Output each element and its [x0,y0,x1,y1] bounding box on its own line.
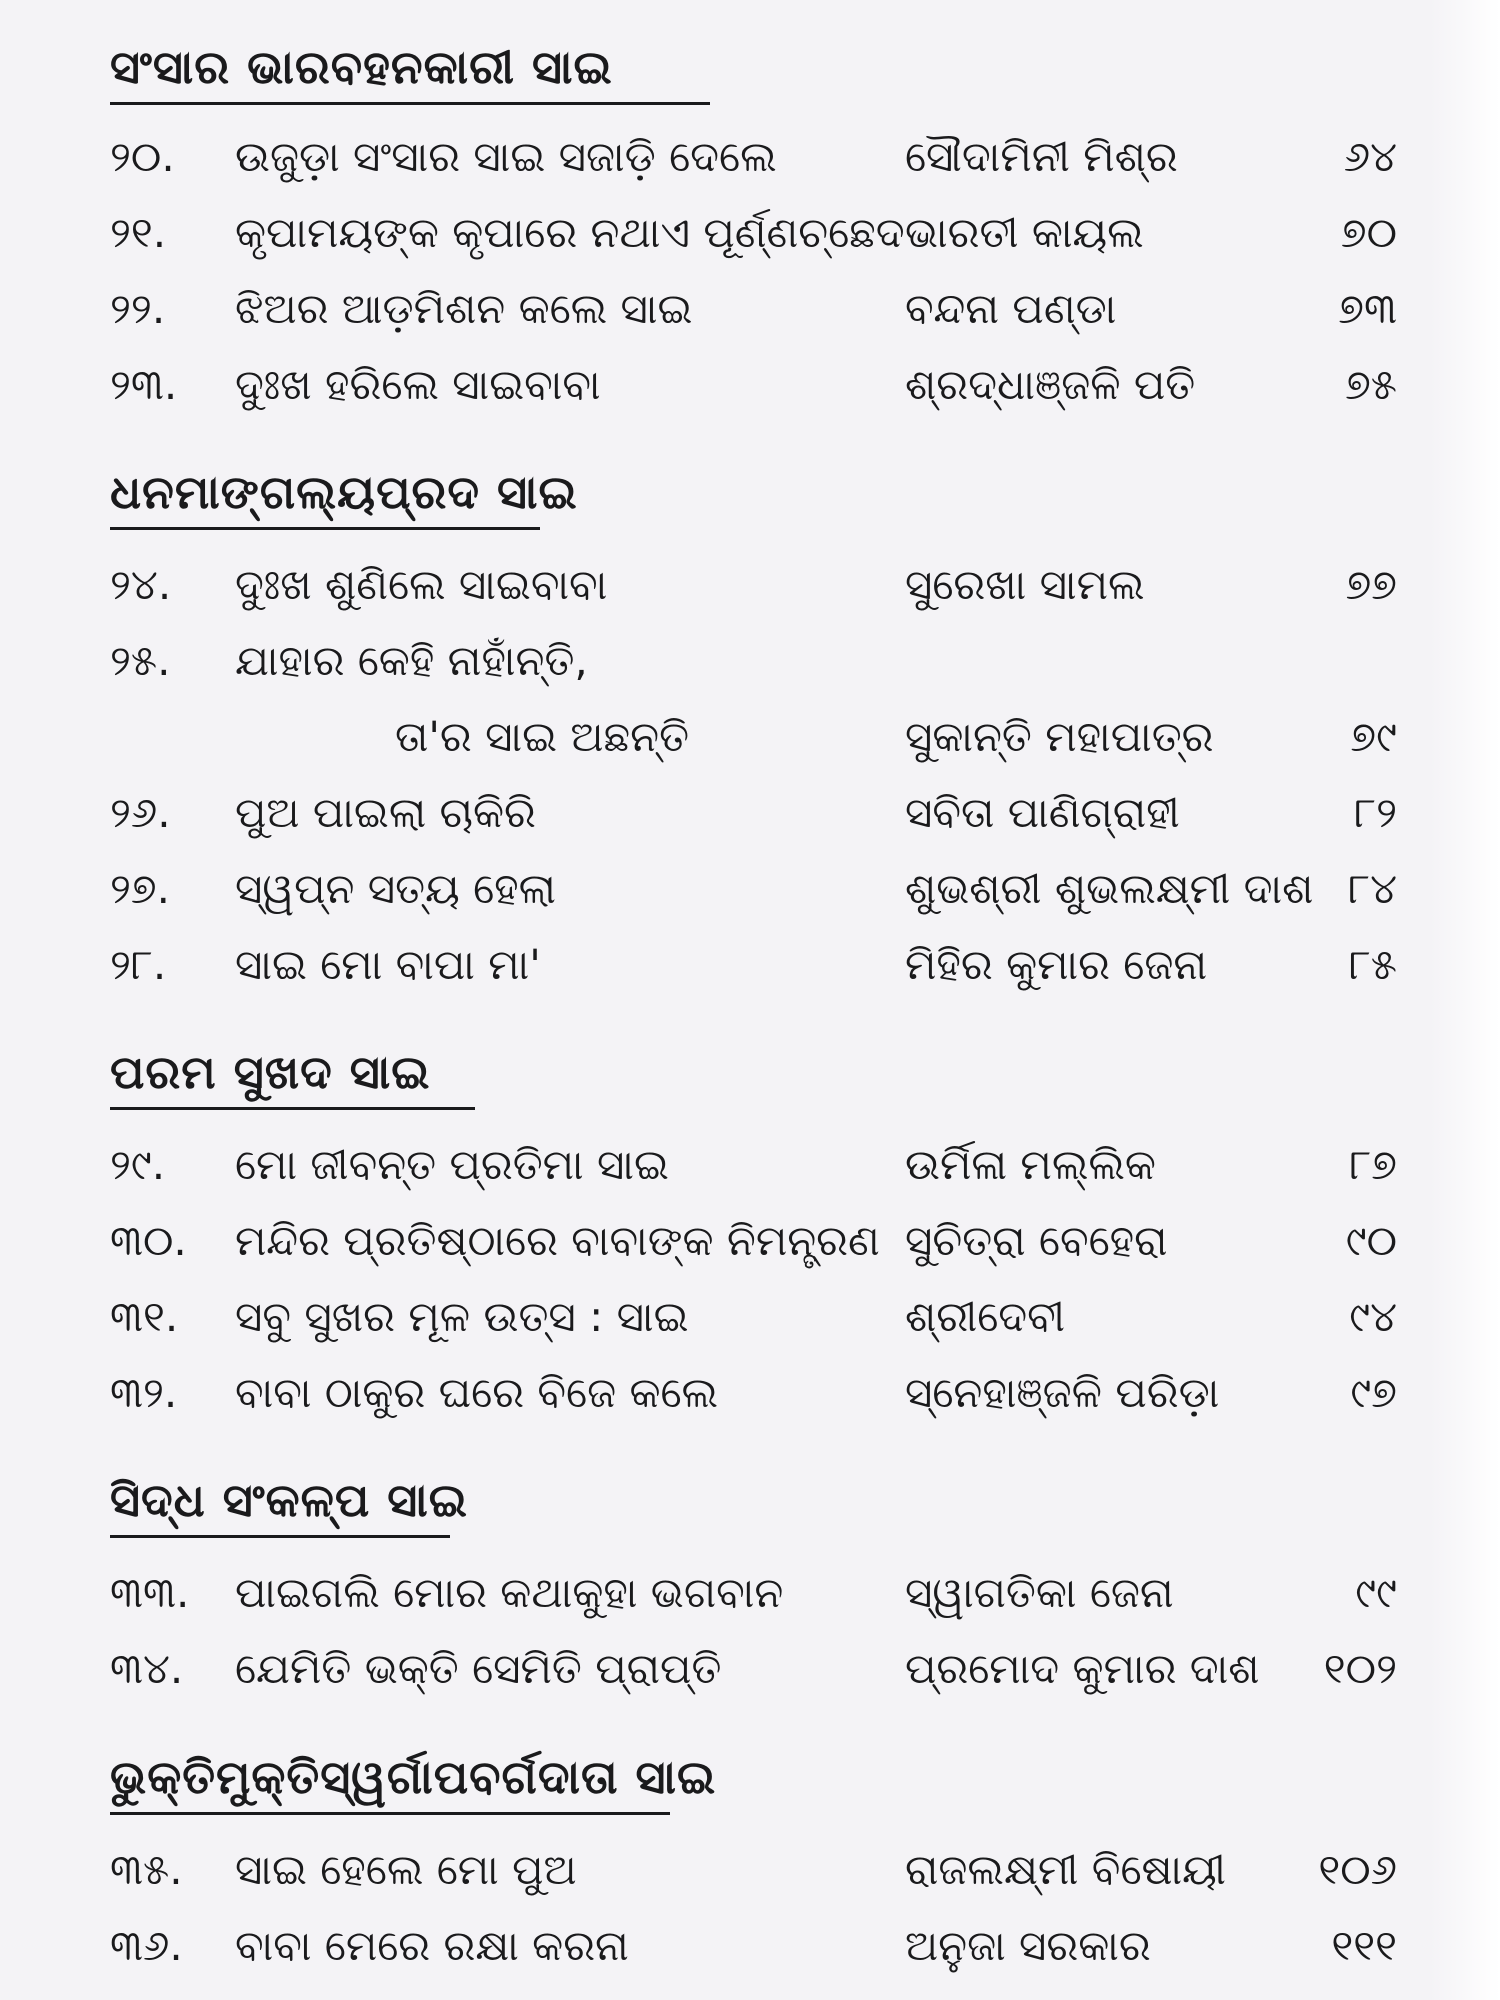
entry-author: ରାଜଲକ୍ଷ୍ମୀ ବିଷୋୟୀ [905,1845,1226,1894]
entry-number: ୨୧. [110,208,167,257]
entry-number: ୩୧. [110,1292,179,1341]
entry-page: ୭୭ [1345,560,1397,609]
entry-title: ଉଜୁଡ଼ା ସଂସାର ସାଇ ସଜାଡ଼ି ଦେଲେ [235,132,777,181]
table-of-contents [95,40,1415,1980]
entry-number: ୨୪. [110,560,172,609]
entry-author: ସୁରେଖା ସାମଲ [905,560,1145,609]
entry-number: ୨୨. [110,284,166,333]
entry-number: ୨୮. [110,940,167,989]
section-heading: ଧନମାଙ୍ଗଲ୍ୟପ୍ରଦ ସାଇ [110,465,578,519]
entry-author: ସବିତା ପାଣିଗ୍ରାହୀ [905,788,1180,837]
entry-page: ୭୦ [1340,208,1397,257]
entry-number: ୩୫. [110,1845,183,1894]
entry-number: ୩୨. [110,1368,178,1417]
entry-title: ଦୁଃଖ ହରିଲେ ସାଇବାବା [235,360,601,409]
entry-author: ଅନୁଜା ସରକାର [905,1921,1151,1970]
entry-author: ସୁଚିତ୍ରା ବେହେରା [905,1216,1168,1265]
entry-title: ବାବା ଠାକୁର ଘରେ ବିଜେ କଲେ [235,1368,719,1417]
entry-page: ୭୩ [1338,284,1397,333]
entry-number: ୩୬. [110,1921,183,1970]
entry-number: ୩୦. [110,1216,187,1265]
entry-author: ଭାରତୀ କାୟଲ [905,208,1144,257]
entry-number: ୨୭. [110,864,170,913]
entry-page: ୬୪ [1343,132,1397,181]
page-edge [1430,0,1500,2000]
entry-title: ମନ୍ଦିର ପ୍ରତିଷ୍ଠାରେ ବାବାଙ୍କ ନିମନ୍ତ୍ରଣ [235,1216,880,1265]
entry-title: ବାବା ମେରେ ରକ୍ଷା କରନା [235,1921,629,1970]
entry-author: ସୌଦାମିନୀ ମିଶ୍ର [905,132,1178,181]
entry-title-continued: ତା'ର ସାଇ ଅଛନ୍ତି [395,712,690,761]
entry-number: ୨୯. [110,1140,166,1189]
entry-page: ୮୪ [1348,864,1397,913]
entry-number: ୨୫. [110,636,171,685]
entry-author: ସ୍ନେହାଞ୍ଜଳି ପରିଡ଼ା [905,1368,1220,1417]
entry-author: ଶ୍ରୀଦେବୀ [905,1292,1065,1341]
entry-page: ୮୫ [1348,940,1397,989]
entry-page: ୮୨ [1354,788,1397,837]
entry-number: ୩୩. [110,1568,190,1617]
entry-page: ୭୫ [1345,360,1397,409]
entry-page: ୭୯ [1350,712,1397,761]
entry-page: ୧୦୬ [1318,1845,1397,1894]
entry-number: ୨୬. [110,788,171,837]
entry-page: ୯୯ [1355,1568,1397,1617]
entry-page: ୯୦ [1345,1216,1397,1265]
entry-page: ୧୧୧ [1331,1921,1397,1970]
section-heading: ସଂସାର ଭାରବହନକାରୀ ସାଇ [110,40,613,94]
entry-author: ଉର୍ମିଳା ମଲ୍ଲିକ [905,1140,1156,1189]
heading-underline [110,1812,670,1815]
entry-title: ଝିଅର ଆଡ଼ମିଶନ କଲେ ସାଇ [235,284,693,333]
entry-number: ୨୦. [110,132,175,181]
entry-title: ସାଇ ମୋ ବାପା ମା' [235,940,541,989]
entry-page: ୯୪ [1349,1292,1397,1341]
entry-author: ବନ୍ଦନା ପଣ୍ଡା [905,284,1117,333]
entry-title: ପାଇଗଲି ମୋର କଥାକୁହା ଭଗବାନ [235,1568,784,1617]
entry-title: ଯାହାର କେହି ନାହାଁନ୍ତି, [235,636,588,685]
entry-title: ପୁଅ ପାଇଲା ଚାକିରି [235,788,536,837]
section-heading: ଭୁକ୍ତିମୁକ୍ତିସ୍ୱର୍ଗାପବର୍ଗଦାତା ସାଇ [110,1750,717,1804]
entry-page: ୧୦୨ [1323,1644,1397,1693]
entry-title: ଦୁଃଖ ଶୁଣିଲେ ସାଇବାବା [235,560,608,609]
entry-page: ୯୭ [1350,1368,1397,1417]
entry-author: ସ୍ୱାଗତିକା ଜେନା [905,1568,1174,1617]
entry-title: ସାଇ ହେଲେ ମୋ ପୁଅ [235,1845,577,1894]
heading-underline [110,527,540,530]
entry-author: ଶ୍ରଦ୍ଧାଞ୍ଜଳି ପତି [905,360,1196,409]
entry-author: ଶୁଭଶ୍ରୀ ଶୁଭଲକ୍ଷ୍ମୀ ଦାଶ [905,864,1314,913]
entry-author: ମିହିର କୁମାର ଜେନା [905,940,1208,989]
entry-number: ୩୪. [110,1644,184,1693]
entry-title: ମୋ ଜୀବନ୍ତ ପ୍ରତିମା ସାଇ [235,1140,669,1189]
entry-title: ଯେମିତି ଭକ୍ତି ସେମିତି ପ୍ରାପ୍ତି [235,1644,722,1693]
entry-author: ପ୍ରମୋଦ କୁମାର ଦାଶ [905,1644,1260,1693]
entry-title: କୃପାମୟଙ୍କ କୃପାରେ ନଥାଏ ପୂର୍ଣ୍ଣଚ୍ଛେଦ [235,208,905,257]
heading-underline [110,1535,450,1538]
section-heading: ସିଦ୍ଧ ସଂକଳ୍ପ ସାଇ [110,1473,468,1527]
entry-author: ସୁକାନ୍ତି ମହାପାତ୍ର [905,712,1214,761]
entry-title: ସ୍ୱପ୍ନ ସତ୍ୟ ହେଲା [235,864,556,913]
heading-underline [110,102,710,105]
entry-number: ୨୩. [110,360,178,409]
entry-title: ସବୁ ସୁଖର ମୂଳ ଉତ୍ସ : ସାଇ [235,1292,689,1341]
heading-underline [110,1107,475,1110]
section-heading: ପରମ ସୁଖଦ ସାଇ [110,1045,431,1099]
entry-page: ୮୭ [1349,1140,1397,1189]
